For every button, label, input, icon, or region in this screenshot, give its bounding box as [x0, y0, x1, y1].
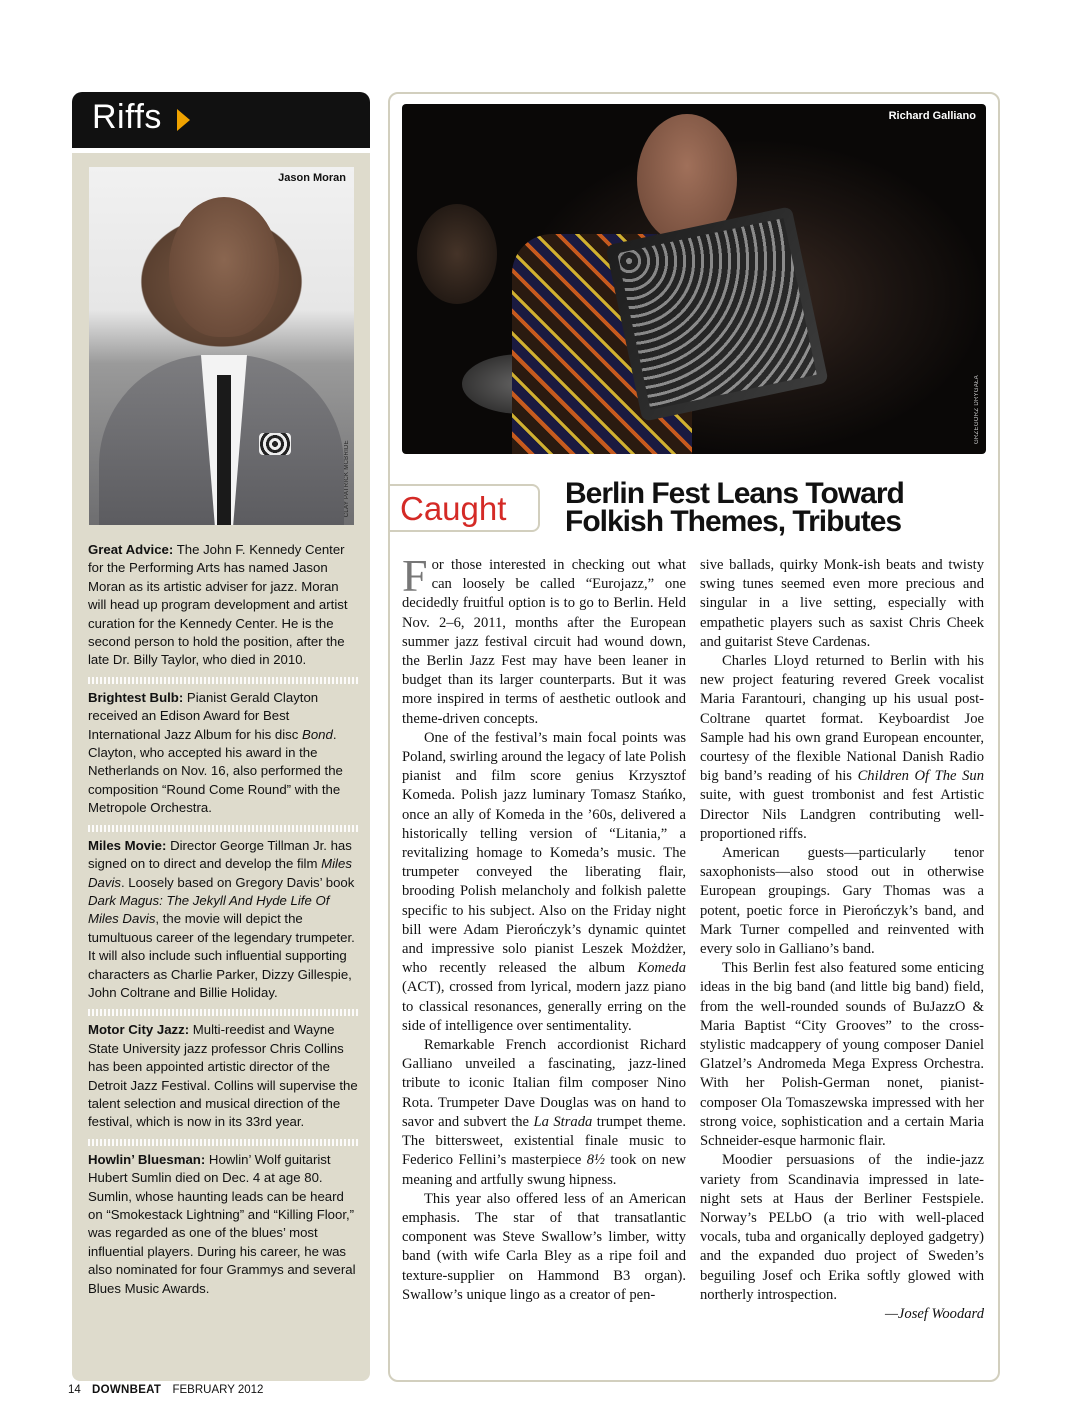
- article-headline: Berlin Fest Leans Toward Folkish Themes, Tributes: [565, 477, 904, 538]
- divider: [88, 1139, 358, 1146]
- paragraph-text: trumpet theme. The bittersweet, existential finale music to Federico Fellini’s masterpiece: [402, 1113, 687, 1169]
- drop-cap: F: [402, 550, 428, 601]
- article-column-2: [700, 556, 984, 1324]
- page-footer: [68, 1384, 263, 1396]
- photo-caption: Richard Galliano: [888, 110, 976, 122]
- magazine-name: DOWNBEAT: [92, 1384, 162, 1396]
- riffs-item-great-advice: [88, 541, 358, 670]
- caught-label-box: [390, 484, 540, 532]
- divider: [88, 1009, 358, 1016]
- article-paragraph: American guests—particularly tenor saxophonists—also stood out in otherwise European groupings. Gary Thomas was a potent, poetic force in Pierończyk’s band, and Mark Turner compelled and reinvented with every solo in Galliano’s band.: [700, 845, 984, 958]
- photo-tie-shape: [217, 375, 231, 525]
- accordion-keys: [617, 218, 817, 410]
- album-title: Bond: [302, 726, 333, 742]
- item-heading: Motor City Jazz:: [88, 1022, 190, 1038]
- film-title: 8½: [586, 1152, 605, 1169]
- item-text: Multi-reedist and Wayne State University jazz professor Chris Collins has been appointed artistic director of the Detroit Jazz Festival. Collins will supervise the talent selection and musical direction of the festival, which is now in its 33rd year.: [88, 1022, 358, 1130]
- item-heading: Howlin’ Bluesman:: [88, 1151, 206, 1167]
- article-column-1: [402, 550, 687, 1305]
- item-text: . Clayton, who accepted his award in the Netherlands on Nov. 16, also performed the composition “Round Come Round” with the Metropole Orchestra.: [88, 726, 343, 816]
- article-paragraph: [700, 652, 984, 844]
- divider: [88, 677, 358, 684]
- jason-moran-photo: [89, 167, 354, 525]
- article-paragraph: Moodier persuasions of the indie-jazz variety from Scandinavia impressed in late-night sets at Haus der Berliner Festspiele. Norway’s PELbO (a trio with well-placed vocals, tuba and organically deployed gadgetry) and the expanded duo project of Sweden’s beguiling Josef och Erika softly glowed with northerly introspection.: [700, 1152, 984, 1303]
- photo-head-shape: [169, 197, 279, 337]
- issue-date: FEBRUARY 2012: [172, 1384, 264, 1396]
- riffs-item-howlin-bluesman: [88, 1151, 358, 1298]
- riffs-sidebar: [72, 153, 370, 1381]
- riffs-title: Riffs: [92, 98, 162, 136]
- book-title: Dark Magus: The Jekyll And Hyde Life Of Miles Davis: [88, 892, 330, 927]
- item-heading: Brightest Bulb:: [88, 689, 184, 705]
- paragraph-text: One of the festival’s main focal points was Poland, swirling around the legacy of late Polish pianist and film score genius Krzysztof Komeda. Polish jazz luminary Tomasz Stańko, once an ally of Komeda in the ’60s, delivered a historically telling version of “Litania,” a revitalizing homage to Komeda’s music. The trumpeter conveyed the liberating flair, brooding Polish melancholy and folkish palette specific to his subject. Also on the Friday night bill were Adam Pierończyk’s dynamic quintet and impressive solo pianist Leszek Możdżer, who recently released the album: [402, 729, 686, 977]
- item-text: Howlin’ Wolf guitarist Hubert Sumlin died on Dec. 4 at age 80. Sumlin, whose haunting leads can be heard on “Smokestack Lightning” and “Killing Floor,” was regarded as one of the blues’ most influential players. During his career, he was also nominated for four Grammys and several Blues Music Awards.: [88, 1151, 356, 1296]
- paragraph-text: or those interested in checking out what can loosely be called “Eurojazz,” one decidedly fruitful option is to go to Berlin. Held Nov. 2–6, 2011, months after the European summer jazz festival circuit had wound down, the Berlin Jazz Fest may have been leaner in budget than its larger counterparts. But it was more inspired in terms of aesthetic outlook and theme-driven concepts.: [402, 557, 686, 727]
- riffs-item-motor-city-jazz: [88, 1021, 358, 1131]
- paragraph-text: Charles Lloyd returned to Berlin with his new project featuring revered Greek vocalist Maria Farantouri, changing up his usual post-Coltrane quartet format. Keyboardist Joe Sample had his own grand European encounter, courtesy of the flexible National Danish Radio big band’s reading of his: [700, 653, 984, 785]
- riffs-item-brightest-bulb: [88, 689, 358, 818]
- item-text: Pianist Gerald Clayton received an Edison Award for Best International Jazz Album for his disc: [88, 689, 319, 742]
- triangle-right-icon: [177, 109, 190, 131]
- article-paragraph: [402, 1036, 686, 1190]
- paragraph-text: suite, with guest trombonist and fest Artistic Director Nils Landgren contributing well-proportioned riffs.: [700, 787, 984, 842]
- item-text: , the movie will depict the tumultuous career of the legendary trumpeter. It will also include such influential supporting characters as Charlie Parker, Dizzy Gillespie, John Coltrane and Billie Holiday.: [88, 911, 355, 1000]
- paragraph-text: Remarkable French accordionist Richard Galliano unveiled a fascinating, jazz-lined tribute to iconic Italian film composer Nino Rota. Trumpeter Dave Douglas was on hand to savor and subvert the: [402, 1037, 686, 1130]
- photo-background-musician: [417, 204, 497, 304]
- paragraph-text: took on new meaning and artfully swung hipness.: [402, 1152, 686, 1188]
- film-title: La Strada: [533, 1113, 593, 1130]
- article-paragraph: [402, 729, 686, 1036]
- riffs-items: [88, 541, 358, 1298]
- article-byline: —Josef Woodard: [884, 1305, 984, 1322]
- riffs-item-miles-movie: [88, 837, 358, 1003]
- photo-caption: Jason Moran: [278, 172, 346, 184]
- item-text: . Loosely based on Gregory Davis’ book: [120, 874, 355, 890]
- article-paragraph: This year also offered less of an American emphasis. The star of that transatlantic component was Steve Swallow’s limber, witty band (with wife Carla Bley as a ripe foil and texture-supplier on Hammond B3 organ). Swallow’s unique lingo as a creator of pen-: [402, 1190, 686, 1303]
- article-paragraph: This Berlin fest also featured some enticing ideas in the big band (and little big band) field, from the well-rounded sounds of BuJazzO & Maria Baptist “City Grooves” to the cross-stylistic madcappery of young composer Daniel Glatzel’s Andromeda Mega Express Orchestra. With her Polish-German nonet, pianist-composer Ola Tomaszewska impressed with her strong voice, sophistication and a certain Maria Schneider-esque harmonic flair.: [700, 960, 984, 1150]
- photo-credit: CLAY PATRICK MCBRIDE: [344, 439, 350, 517]
- photo-pocket-square: [259, 433, 291, 455]
- item-text: The John F. Kennedy Center for the Performing Arts has named Jason Moran as its artistic adviser for jazz. Moran will head up program development and artist curation for the Kennedy Center. He is the second person to hold the position, after the late Dr. Billy Taylor, who died in 2010.: [88, 542, 348, 668]
- section-label: Caught: [400, 490, 507, 527]
- page-number: 14: [68, 1384, 81, 1396]
- riffs-section-header: [72, 92, 370, 148]
- item-heading: Miles Movie:: [88, 837, 167, 853]
- paragraph-text: (ACT), crossed from lyrical, modern jazz piano to classical resonances, generally erring on the side of intelligence over sentimentality.: [402, 979, 686, 1034]
- article-paragraph: sive ballads, quirky Monk-ish beats and twisty swing tunes seemed even more precious and singular in a live setting, especially with empathetic players such as saxist Chris Cheek and guitarist Steve Cardenas.: [700, 557, 984, 650]
- photo-credit: GRZEGORZ DRYGAŁA: [974, 374, 980, 444]
- item-heading: Great Advice:: [88, 542, 174, 557]
- richard-galliano-photo: [402, 104, 986, 454]
- film-title: Miles Davis: [88, 856, 352, 890]
- divider: [88, 825, 358, 832]
- item-text: Director George Tillman Jr. has signed on to direct and develop the film: [88, 837, 352, 872]
- album-title: Children Of The Sun: [857, 768, 984, 785]
- accordion-icon: [605, 206, 828, 422]
- article-paragraph: [402, 550, 686, 729]
- album-title: Komeda: [637, 960, 686, 977]
